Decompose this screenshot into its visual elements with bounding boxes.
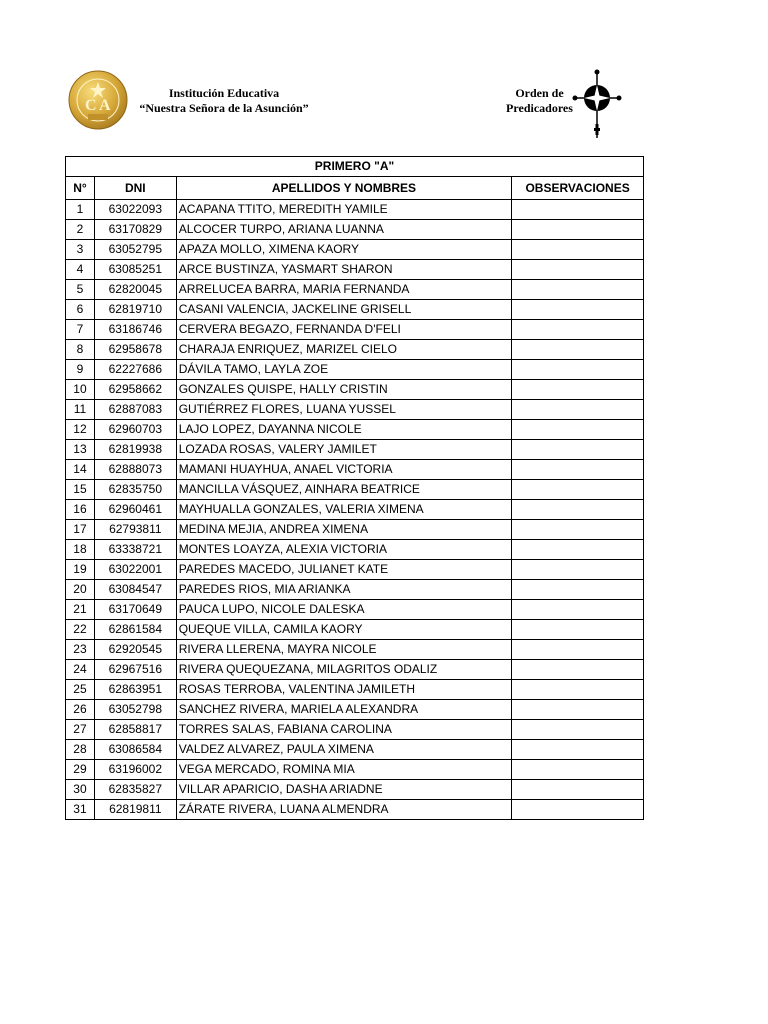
cell-observations — [512, 320, 644, 340]
cell-number: 19 — [66, 560, 95, 580]
cell-name: VEGA MERCADO, ROMINA MIA — [176, 760, 511, 780]
table-row — [66, 260, 644, 280]
table-row — [66, 720, 644, 740]
cell-dni: 62861584 — [94, 620, 176, 640]
table-row — [66, 700, 644, 720]
cell-number: 27 — [66, 720, 95, 740]
cell-dni: 63052795 — [94, 240, 176, 260]
cell-observations — [512, 240, 644, 260]
cell-dni: 62793811 — [94, 520, 176, 540]
table-row — [66, 780, 644, 800]
cell-number: 5 — [66, 280, 95, 300]
cell-name: GUTIÉRREZ FLORES, LUANA YUSSEL — [176, 400, 511, 420]
cell-name: ARRELUCEA BARRA, MARIA FERNANDA — [176, 280, 511, 300]
table-row — [66, 500, 644, 520]
cell-number: 15 — [66, 480, 95, 500]
cell-number: 17 — [66, 520, 95, 540]
cell-name: VILLAR APARICIO, DASHA ARIADNE — [176, 780, 511, 800]
institution-name — [129, 86, 319, 116]
cell-number: 12 — [66, 420, 95, 440]
cell-observations — [512, 480, 644, 500]
table-row — [66, 800, 644, 820]
table-row — [66, 460, 644, 480]
school-seal-logo — [68, 70, 128, 130]
table-row — [66, 200, 644, 220]
cell-dni: 62888073 — [94, 460, 176, 480]
cell-number: 22 — [66, 620, 95, 640]
cell-name: ARCE BUSTINZA, YASMART SHARON — [176, 260, 511, 280]
table-row — [66, 360, 644, 380]
cell-number: 24 — [66, 660, 95, 680]
cell-dni: 63022093 — [94, 200, 176, 220]
cell-observations — [512, 260, 644, 280]
table-row — [66, 620, 644, 640]
dominican-cross-emblem — [572, 68, 622, 140]
cell-observations — [512, 600, 644, 620]
cell-number: 6 — [66, 300, 95, 320]
cell-name: PAUCA LUPO, NICOLE DALESKA — [176, 600, 511, 620]
table-row — [66, 520, 644, 540]
cell-observations — [512, 580, 644, 600]
cell-observations — [512, 560, 644, 580]
cell-dni: 62227686 — [94, 360, 176, 380]
cell-dni: 63084547 — [94, 580, 176, 600]
cell-dni: 62960461 — [94, 500, 176, 520]
table-row — [66, 640, 644, 660]
cell-name: MAMANI HUAYHUA, ANAEL VICTORIA — [176, 460, 511, 480]
cell-observations — [512, 780, 644, 800]
cell-observations — [512, 380, 644, 400]
cell-observations — [512, 720, 644, 740]
cell-observations — [512, 760, 644, 780]
cell-number: 1 — [66, 200, 95, 220]
cell-dni: 63022001 — [94, 560, 176, 580]
cell-name: QUEQUE VILLA, CAMILA KAORY — [176, 620, 511, 640]
table-row — [66, 240, 644, 260]
table-header-row — [66, 177, 644, 200]
cell-observations — [512, 800, 644, 820]
cell-observations — [512, 280, 644, 300]
cell-observations — [512, 540, 644, 560]
order-name — [497, 86, 582, 116]
cell-number: 16 — [66, 500, 95, 520]
table-row — [66, 440, 644, 460]
cell-name: MONTES LOAYZA, ALEXIA VICTORIA — [176, 540, 511, 560]
cell-name: GONZALES QUISPE, HALLY CRISTIN — [176, 380, 511, 400]
cell-observations — [512, 500, 644, 520]
cell-name: CHARAJA ENRIQUEZ, MARIZEL CIELO — [176, 340, 511, 360]
cell-dni: 62960703 — [94, 420, 176, 440]
cell-dni: 63085251 — [94, 260, 176, 280]
class-title: PRIMERO "A" — [66, 157, 644, 177]
cell-observations — [512, 420, 644, 440]
cell-observations — [512, 200, 644, 220]
cell-name: ALCOCER TURPO, ARIANA LUANNA — [176, 220, 511, 240]
cell-name: MAYHUALLA GONZALES, VALERIA XIMENA — [176, 500, 511, 520]
cell-observations — [512, 340, 644, 360]
cell-name: RIVERA LLERENA, MAYRA NICOLE — [176, 640, 511, 660]
cell-dni: 63196002 — [94, 760, 176, 780]
header-dni: DNI — [94, 177, 176, 200]
header-number: N° — [66, 177, 95, 200]
cell-dni: 62920545 — [94, 640, 176, 660]
table-row — [66, 480, 644, 500]
header-name: APELLIDOS Y NOMBRES — [176, 177, 511, 200]
student-roster-table — [65, 156, 644, 820]
cell-dni: 63170649 — [94, 600, 176, 620]
order-line-1: Orden de — [515, 86, 564, 100]
svg-text:A: A — [99, 97, 111, 114]
cell-name: LOZADA ROSAS, VALERY JAMILET — [176, 440, 511, 460]
cell-number: 31 — [66, 800, 95, 820]
table-row — [66, 400, 644, 420]
cell-dni: 62858817 — [94, 720, 176, 740]
institution-line-2: “Nuestra Señora de la Asunción” — [139, 101, 309, 115]
table-row — [66, 300, 644, 320]
cell-number: 20 — [66, 580, 95, 600]
cell-dni: 62819938 — [94, 440, 176, 460]
cell-name: PAREDES MACEDO, JULIANET KATE — [176, 560, 511, 580]
cell-name: VALDEZ ALVAREZ, PAULA XIMENA — [176, 740, 511, 760]
cell-dni: 62863951 — [94, 680, 176, 700]
cell-observations — [512, 700, 644, 720]
cell-number: 21 — [66, 600, 95, 620]
table-row — [66, 560, 644, 580]
cell-observations — [512, 660, 644, 680]
cell-number: 10 — [66, 380, 95, 400]
cell-number: 28 — [66, 740, 95, 760]
cell-number: 29 — [66, 760, 95, 780]
cell-observations — [512, 520, 644, 540]
table-row — [66, 380, 644, 400]
cell-number: 30 — [66, 780, 95, 800]
table-row — [66, 680, 644, 700]
table-row — [66, 580, 644, 600]
cell-dni: 63338721 — [94, 540, 176, 560]
cell-name: MANCILLA VÁSQUEZ, AINHARA BEATRICE — [176, 480, 511, 500]
cell-number: 13 — [66, 440, 95, 460]
cell-number: 11 — [66, 400, 95, 420]
cell-observations — [512, 460, 644, 480]
table-row — [66, 740, 644, 760]
cell-observations — [512, 640, 644, 660]
table-row — [66, 760, 644, 780]
cell-number: 23 — [66, 640, 95, 660]
cell-observations — [512, 220, 644, 240]
cell-dni: 62967516 — [94, 660, 176, 680]
table-row — [66, 600, 644, 620]
cell-number: 14 — [66, 460, 95, 480]
table-row — [66, 220, 644, 240]
cell-name: CASANI VALENCIA, JACKELINE GRISELL — [176, 300, 511, 320]
cell-number: 4 — [66, 260, 95, 280]
cell-number: 7 — [66, 320, 95, 340]
cell-dni: 62835827 — [94, 780, 176, 800]
document-header — [0, 64, 768, 144]
cell-dni: 62835750 — [94, 480, 176, 500]
cell-name: ACAPANA TTITO, MEREDITH YAMILE — [176, 200, 511, 220]
cell-name: ROSAS TERROBA, VALENTINA JAMILETH — [176, 680, 511, 700]
cell-name: TORRES SALAS, FABIANA CAROLINA — [176, 720, 511, 740]
cell-number: 26 — [66, 700, 95, 720]
cell-dni: 63052798 — [94, 700, 176, 720]
cell-number: 25 — [66, 680, 95, 700]
table-row — [66, 660, 644, 680]
cell-dni: 63086584 — [94, 740, 176, 760]
cell-observations — [512, 360, 644, 380]
cell-observations — [512, 400, 644, 420]
table-row — [66, 540, 644, 560]
cell-name: LAJO LOPEZ, DAYANNA NICOLE — [176, 420, 511, 440]
cell-name: ZÁRATE RIVERA, LUANA ALMENDRA — [176, 800, 511, 820]
cell-observations — [512, 440, 644, 460]
cell-dni: 62887083 — [94, 400, 176, 420]
cell-number: 18 — [66, 540, 95, 560]
cell-name: DÁVILA TAMO, LAYLA ZOE — [176, 360, 511, 380]
cell-observations — [512, 680, 644, 700]
cell-name: MEDINA MEJIA, ANDREA XIMENA — [176, 520, 511, 540]
cell-name: SANCHEZ RIVERA, MARIELA ALEXANDRA — [176, 700, 511, 720]
svg-text:C: C — [85, 97, 97, 114]
table-row — [66, 420, 644, 440]
cell-dni: 63170829 — [94, 220, 176, 240]
table-body — [66, 200, 644, 820]
cell-number: 8 — [66, 340, 95, 360]
cell-name: RIVERA QUEQUEZANA, MILAGRITOS ODALIZ — [176, 660, 511, 680]
institution-line-1: Institución Educativa — [168, 86, 280, 100]
header-observations: OBSERVACIONES — [512, 177, 644, 200]
cell-dni: 62820045 — [94, 280, 176, 300]
cell-dni: 62819811 — [94, 800, 176, 820]
cell-number: 2 — [66, 220, 95, 240]
cell-observations — [512, 740, 644, 760]
table-row — [66, 280, 644, 300]
cell-name: PAREDES RIOS, MIA ARIANKA — [176, 580, 511, 600]
table-row — [66, 320, 644, 340]
cell-number: 9 — [66, 360, 95, 380]
table-title-row — [66, 157, 644, 177]
cell-observations — [512, 620, 644, 640]
cell-observations — [512, 300, 644, 320]
cell-dni: 63186746 — [94, 320, 176, 340]
order-line-2: Predicadores — [506, 101, 573, 115]
cell-dni: 62819710 — [94, 300, 176, 320]
cell-number: 3 — [66, 240, 95, 260]
table-row — [66, 340, 644, 360]
cell-name: CERVERA BEGAZO, FERNANDA D'FELI — [176, 320, 511, 340]
cell-dni: 62958662 — [94, 380, 176, 400]
cell-name: APAZA MOLLO, XIMENA KAORY — [176, 240, 511, 260]
cell-dni: 62958678 — [94, 340, 176, 360]
